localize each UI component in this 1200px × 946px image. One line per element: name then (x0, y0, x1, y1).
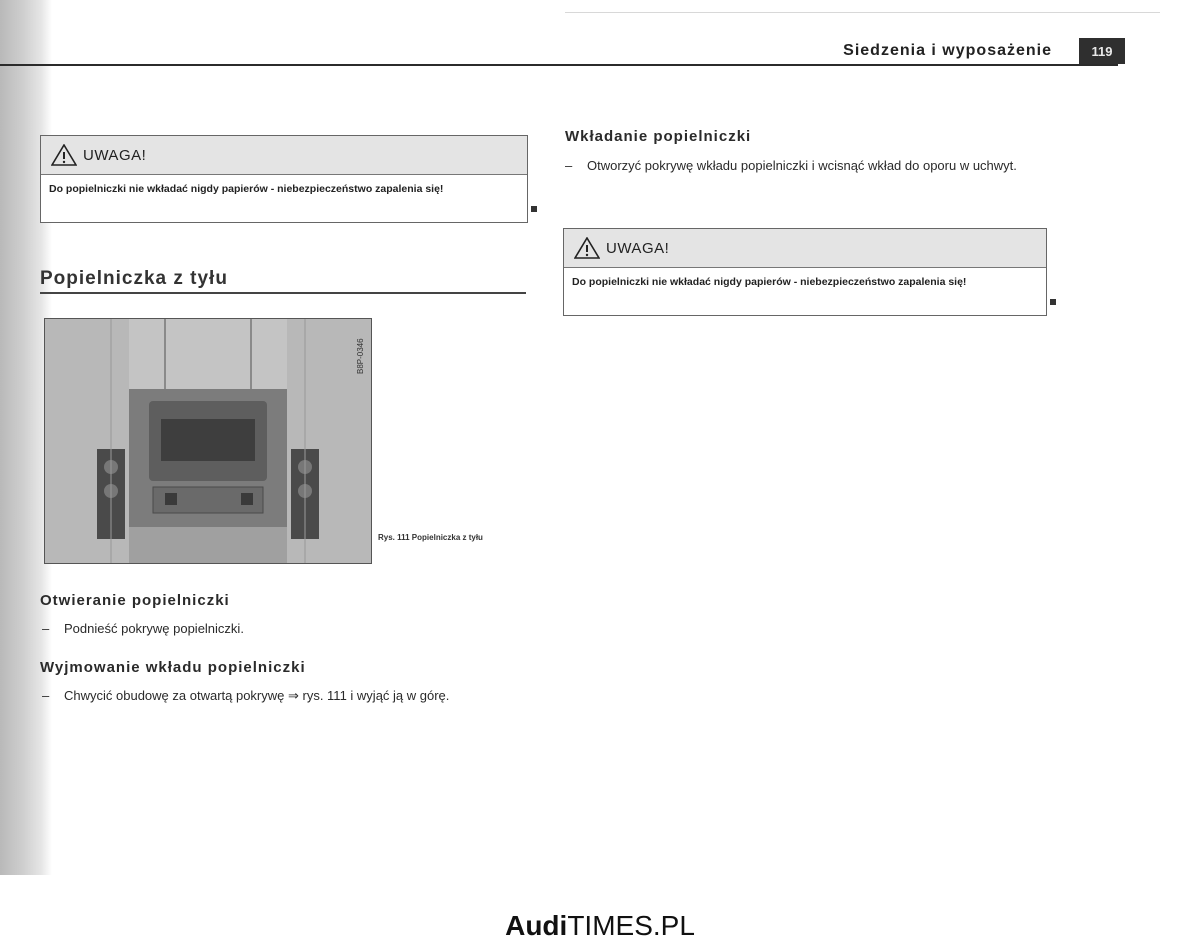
footer-brand (0, 910, 1200, 942)
section-title: Popielniczka z tyłu (40, 268, 228, 289)
page-number-badge: 119 (1079, 38, 1125, 64)
step-text: Podnieść pokrywę popielniczki. (64, 621, 244, 636)
figure-rear-ashtray (44, 318, 372, 564)
step-text: Chwycić obudowę za otwartą pokrywę ⇒ rys. 111 i wyjąć ją w górę. (64, 688, 450, 703)
warning-box-left (40, 135, 528, 223)
warning-header (41, 136, 527, 175)
warning-text: Do popielniczki nie wkładać nigdy papierów - niebezpieczeństwo zapalenia się! (572, 276, 967, 288)
step-dash: – (42, 688, 50, 703)
brand-bold: Audi (505, 910, 568, 941)
step-dash: – (565, 158, 573, 173)
section-rule (40, 292, 526, 294)
step-text: Otworzyć pokrywę wkładu popielniczki i wcisnąć wkład do oporu w uchwyt. (587, 158, 1017, 173)
end-mark (1050, 299, 1056, 305)
end-mark (531, 206, 537, 212)
warning-header (564, 229, 1046, 268)
warning-triangle-icon (574, 237, 600, 259)
figure-caption: Rys. 111 Popielniczka z tyłu (378, 533, 483, 542)
opening-title: Otwieranie popielniczki (40, 592, 230, 609)
removing-title: Wyjmowanie wkładu popielniczki (40, 659, 306, 676)
list-item (42, 619, 544, 638)
figure-code: B8P-0346 (356, 338, 365, 374)
rear-ashtray-illustration (45, 319, 371, 563)
list-item (565, 156, 1057, 175)
warning-heading: UWAGA! (83, 146, 147, 164)
brand-rest: TIMES.PL (567, 910, 695, 941)
warning-text: Do popielniczki nie wkładać nigdy papierów - niebezpieczeństwo zapalenia się! (49, 183, 444, 195)
list-item (42, 686, 544, 705)
warning-triangle-icon (51, 144, 77, 166)
page-header-title: Siedzenia i wyposażenie (843, 42, 1052, 59)
warning-heading: UWAGA! (606, 239, 670, 257)
header-rule (0, 64, 1118, 66)
top-divider (565, 12, 1160, 13)
inserting-title: Wkładanie popielniczki (565, 128, 752, 145)
warning-box-right (563, 228, 1047, 316)
step-dash: – (42, 621, 50, 636)
